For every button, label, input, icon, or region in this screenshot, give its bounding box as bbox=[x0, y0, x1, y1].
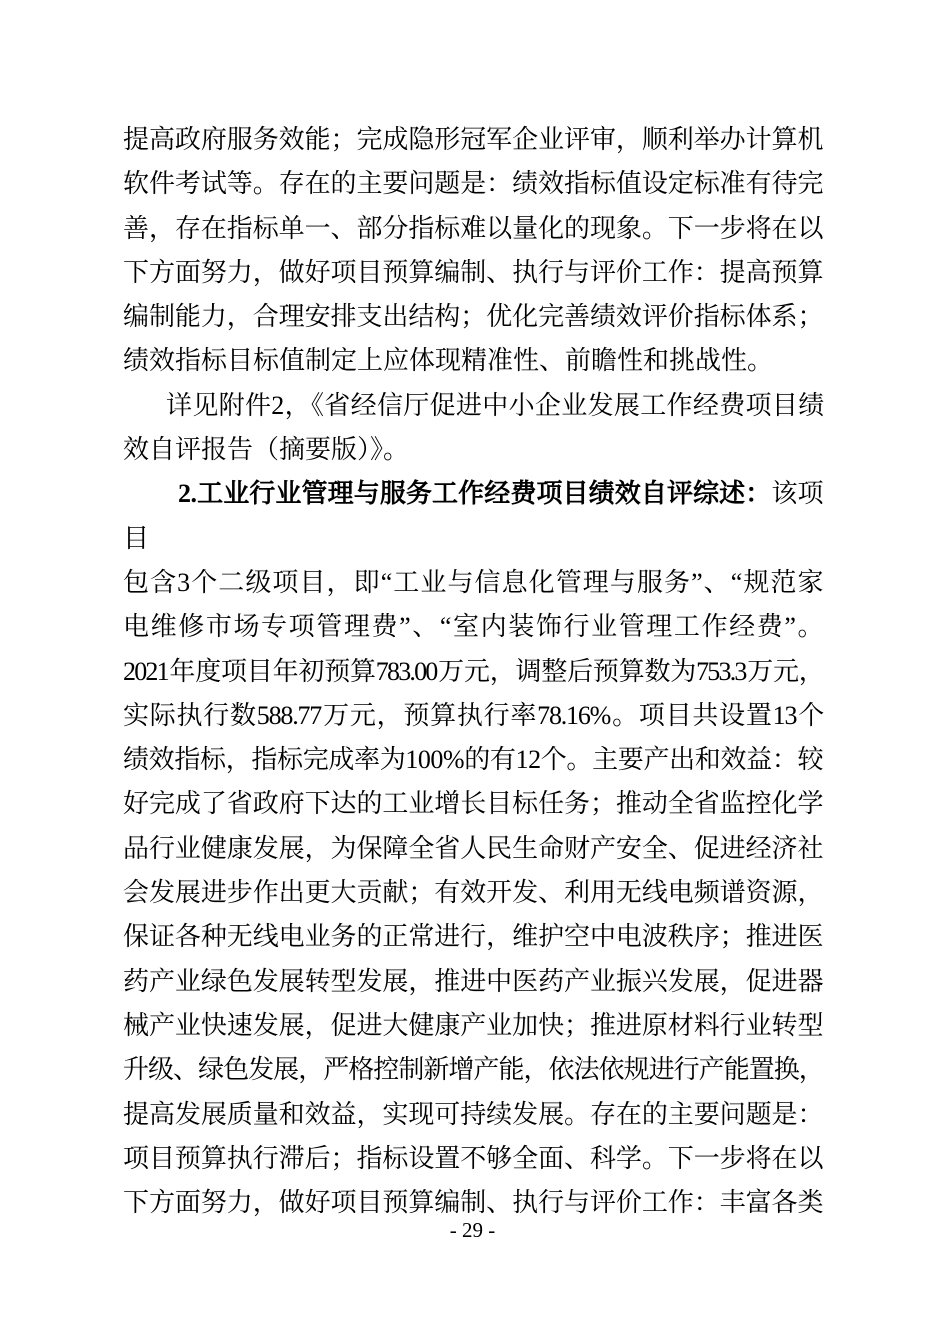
document-body bbox=[123, 118, 823, 1225]
text-line: 会发展进步作出更大贡献；有效开发、利用无线电频谱资源， bbox=[123, 878, 823, 908]
text-line: 下方面努力，做好项目预算编制、执行与评价工作：提高预算 bbox=[123, 257, 823, 287]
text-line-attachment-reference: 详见附件2，《省经信厅促进中小企业发展工作经费项目绩 bbox=[166, 390, 823, 420]
text-line: 品行业健康发展，为保障全省人民生命财产安全、促进经济社 bbox=[123, 833, 823, 863]
text-line: 2021年度项目年初预算783.00万元，调整后预算数为753.3万元， bbox=[123, 656, 823, 686]
page-number: - 29 - bbox=[449, 1218, 496, 1242]
text-line: 升级、绿色发展，严格控制新增产能，依法依规进行产能置换， bbox=[123, 1055, 823, 1085]
text-line: 善，存在指标单一、部分指标难以量化的现象。下一步将在以 bbox=[123, 213, 823, 243]
text-line: 提高发展质量和效益，实现可持续发展。存在的主要问题是： bbox=[123, 1099, 823, 1129]
text-line: 药产业绿色发展转型发展，推进中医药产业振兴发展，促进器 bbox=[123, 966, 823, 996]
text-line: 项目预算执行滞后；指标设置不够全面、科学。下一步将在以 bbox=[123, 1143, 823, 1173]
text-line: 实际执行数588.77万元，预算执行率78.16%。项目共设置13个 bbox=[123, 700, 823, 730]
text-line: 电维修市场专项管理费”、“室内装饰行业管理工作经费”。 bbox=[123, 612, 823, 642]
text-line: 包含3个二级项目，即“工业与信息化管理与服务”、“规范家 bbox=[123, 567, 823, 597]
text-line: 软件考试等。存在的主要问题是：绩效指标值设定标准有待完 bbox=[123, 169, 823, 199]
section-heading-bold-text: 2.工业行业管理与服务工作经费项目绩效自评综述： bbox=[178, 479, 772, 509]
text-line: 提高政府服务效能；完成隐形冠军企业评审，顺利举办计算机 bbox=[123, 125, 823, 154]
text-line: 械产业快速发展，促进大健康产业加快；推进原材料行业转型 bbox=[123, 1010, 823, 1040]
text-line: 绩效指标目标值制定上应体现精准性、前瞻性和挑战性。 bbox=[123, 346, 774, 376]
text-line: 保证各种无线电业务的正常进行，维护空中电波秩序；推进医 bbox=[123, 922, 823, 952]
text-line: 下方面努力，做好项目预算编制、执行与评价工作：丰富各类 bbox=[123, 1188, 823, 1218]
text-line: 绩效指标，指标完成率为100%的有12个。主要产出和效益：较 bbox=[123, 745, 823, 775]
section-heading-rest-text: 该项目 bbox=[123, 479, 823, 553]
text-line: 好完成了省政府下达的工业增长目标任务；推动全省监控化学 bbox=[123, 789, 823, 819]
text-line: 编制能力，合理安排支出结构；优化完善绩效评价指标体系； bbox=[123, 302, 823, 332]
section-heading-line bbox=[123, 472, 823, 561]
text-line: 效自评报告（摘要版）》。 bbox=[123, 435, 410, 465]
